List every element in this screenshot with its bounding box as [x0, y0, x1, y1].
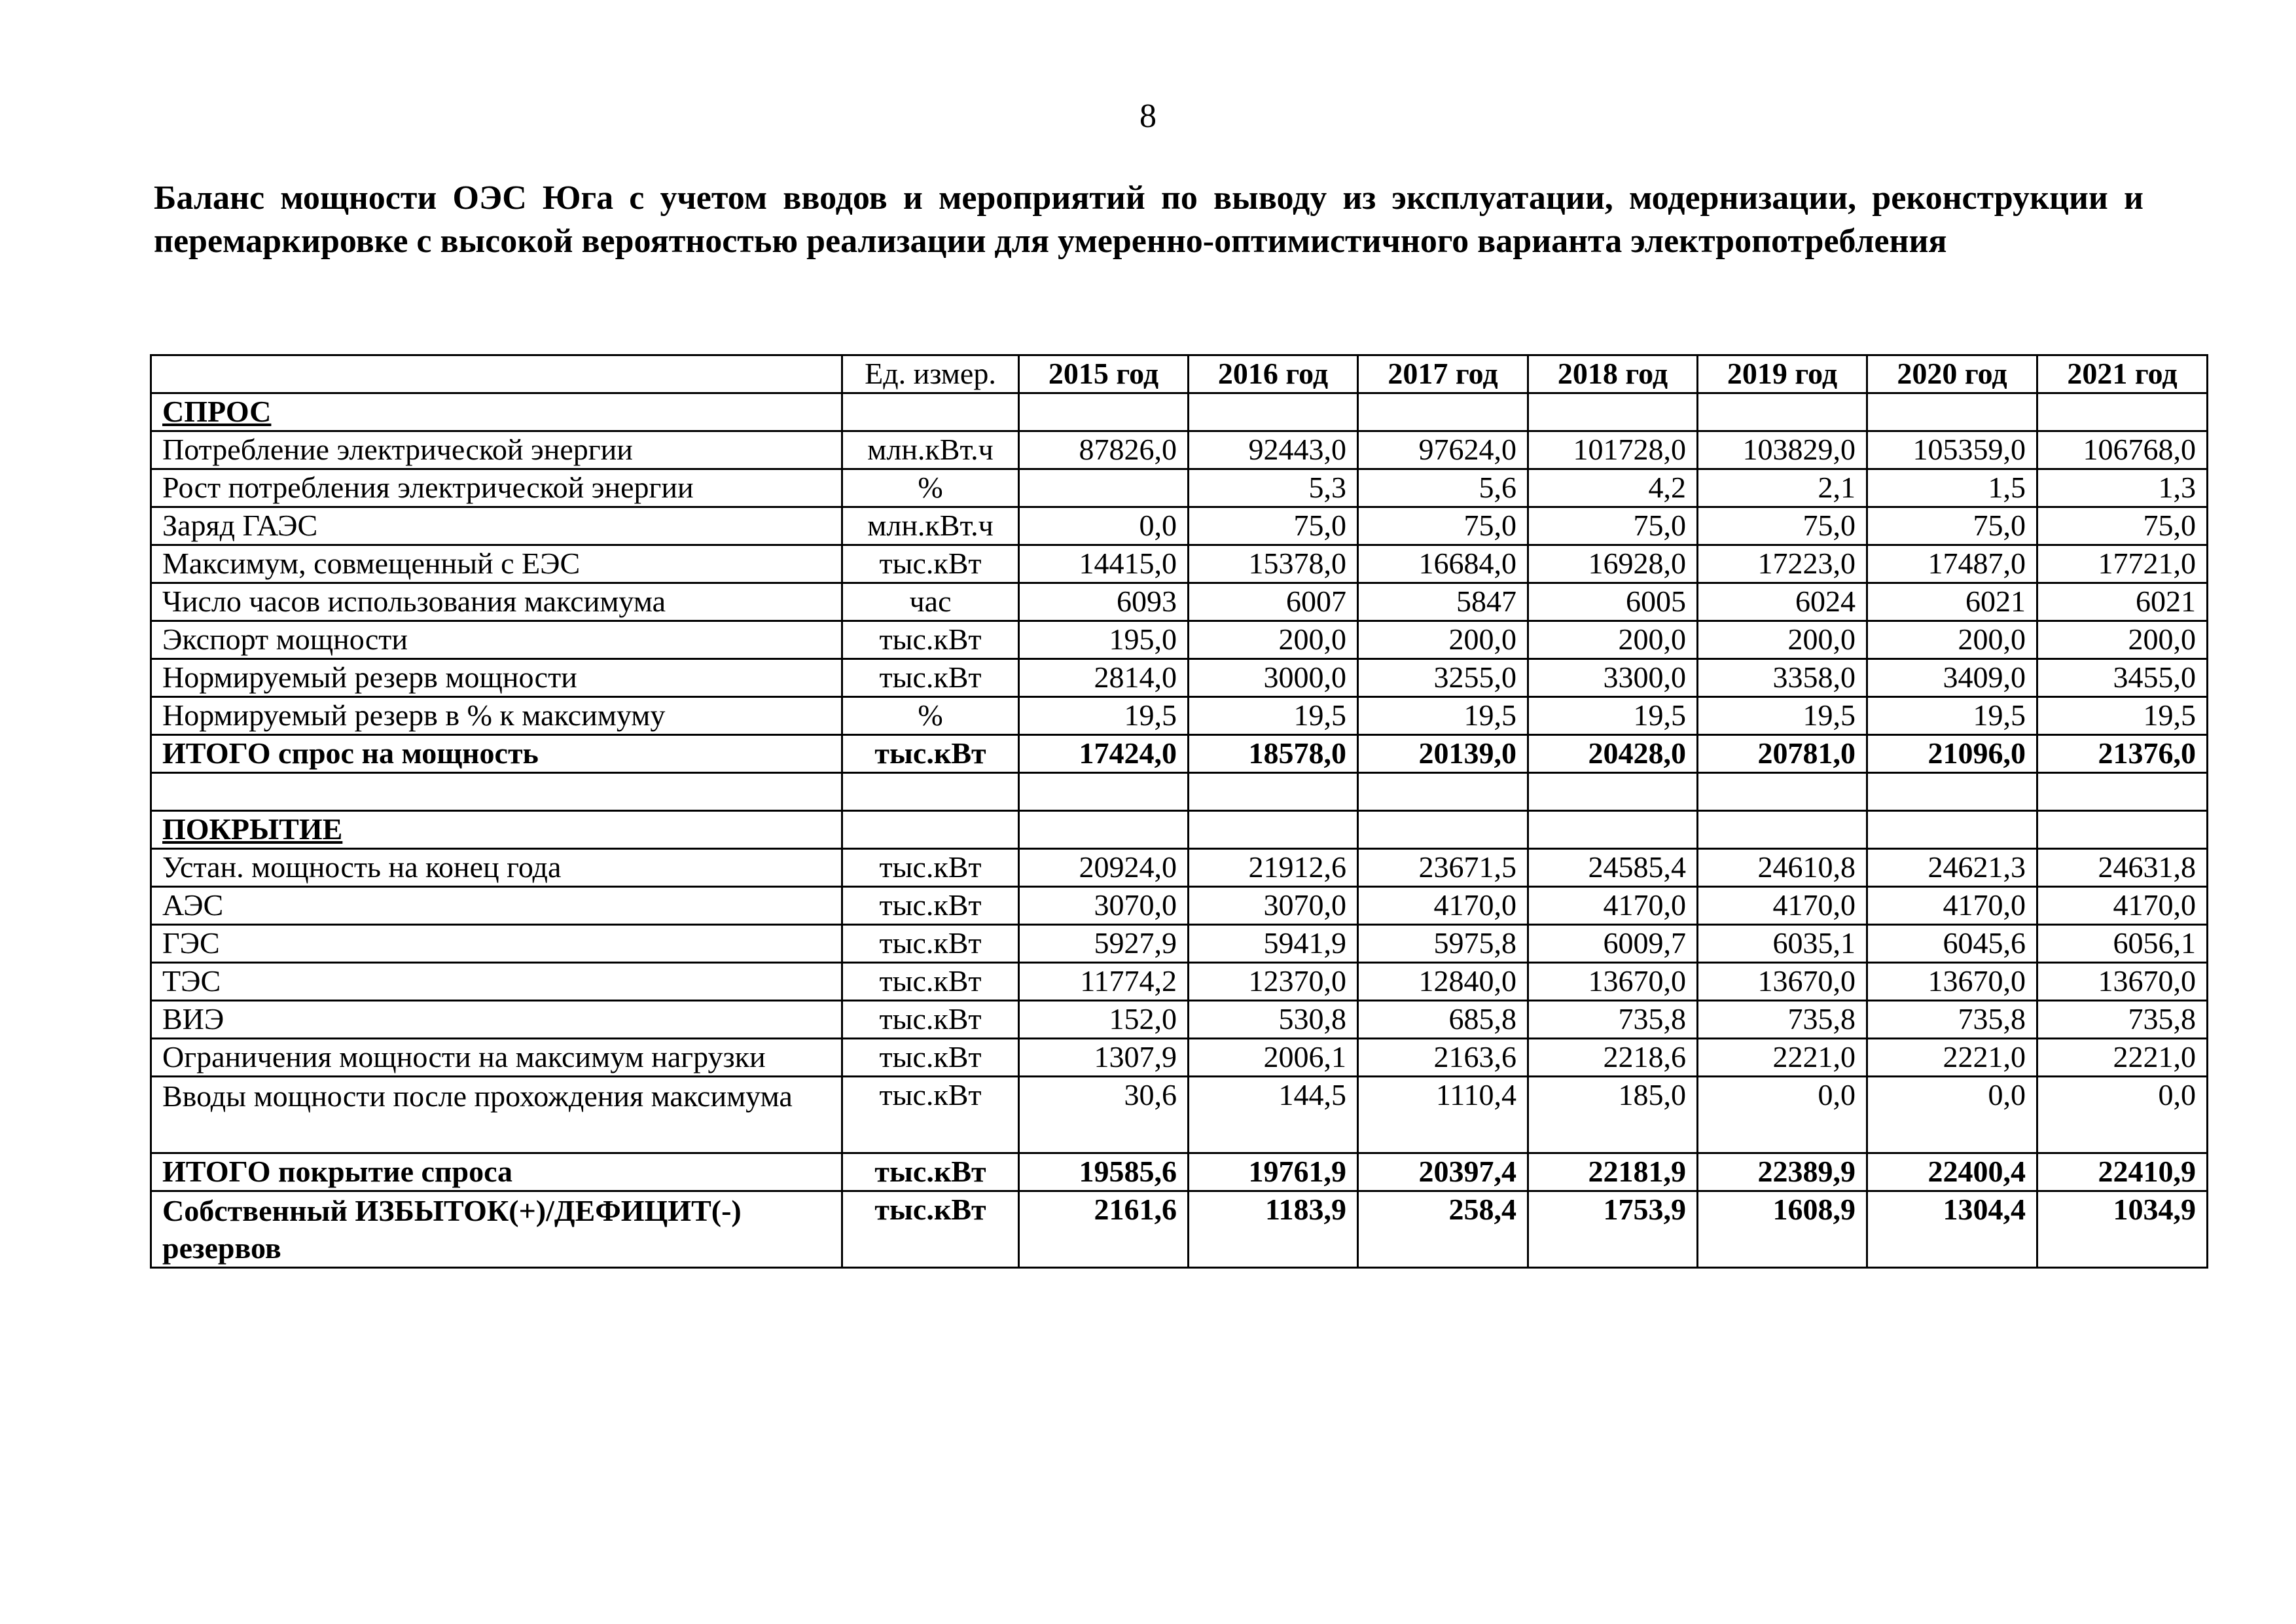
value-cell: 200,0: [1358, 621, 1528, 659]
value-cell: 13670,0: [1698, 963, 1867, 1001]
row-unit: тыс.кВт: [842, 1191, 1019, 1268]
value-cell: 5,3: [1189, 469, 1358, 507]
value-cell: 3000,0: [1189, 659, 1358, 697]
empty-cell: [1189, 393, 1358, 431]
value-cell: 18578,0: [1189, 735, 1358, 773]
value-cell: 200,0: [1698, 621, 1867, 659]
value-cell: 4170,0: [1867, 887, 2037, 925]
row-label: ИТОГО спрос на мощность: [151, 735, 842, 773]
value-cell: 6093: [1019, 583, 1189, 621]
row-unit: %: [842, 697, 1019, 735]
row-label: ВИЭ: [151, 1001, 842, 1039]
value-cell: 19,5: [1019, 697, 1189, 735]
value-cell: 6045,6: [1867, 925, 2037, 963]
value-cell: 2221,0: [2037, 1039, 2208, 1077]
value-cell: 3070,0: [1189, 887, 1358, 925]
power-balance-table: [150, 354, 2208, 1269]
value-cell: 75,0: [1358, 507, 1528, 545]
empty-cell: [842, 773, 1019, 811]
value-cell: 6007: [1189, 583, 1358, 621]
value-cell: 13670,0: [1528, 963, 1698, 1001]
value-cell: 0,0: [1867, 1077, 2037, 1153]
header-cell-year: 2018 год: [1528, 355, 1698, 393]
section-coverage: [151, 811, 2208, 849]
value-cell: 200,0: [1189, 621, 1358, 659]
table-row: [151, 1039, 2208, 1077]
row-unit: тыс.кВт: [842, 659, 1019, 697]
value-cell: 19,5: [2037, 697, 2208, 735]
empty-cell: [1867, 811, 2037, 849]
value-cell: 19,5: [1698, 697, 1867, 735]
value-cell: 13670,0: [2037, 963, 2208, 1001]
empty-cell: [1358, 773, 1528, 811]
value-cell: 530,8: [1189, 1001, 1358, 1039]
value-cell: 1183,9: [1189, 1191, 1358, 1268]
value-cell: 22181,9: [1528, 1153, 1698, 1191]
table-row: [151, 925, 2208, 963]
value-cell: 75,0: [1867, 507, 2037, 545]
value-cell: 0,0: [1698, 1077, 1867, 1153]
value-cell: 6056,1: [2037, 925, 2208, 963]
value-cell: 22410,9: [2037, 1153, 2208, 1191]
section-title: СПРОС: [151, 393, 842, 431]
empty-cell: [1358, 811, 1528, 849]
value-cell: 75,0: [1189, 507, 1358, 545]
row-label: Потребление электрической энергии: [151, 431, 842, 469]
value-cell: 152,0: [1019, 1001, 1189, 1039]
header-cell-year: 2020 год: [1867, 355, 2037, 393]
table-row: [151, 697, 2208, 735]
value-cell: 19585,6: [1019, 1153, 1189, 1191]
empty-cell: [1867, 393, 2037, 431]
value-cell: 1304,4: [1867, 1191, 2037, 1268]
row-unit: тыс.кВт: [842, 1001, 1019, 1039]
value-cell: 2814,0: [1019, 659, 1189, 697]
row-label: Ограничения мощности на максимум нагрузки: [151, 1039, 842, 1077]
value-cell: 4170,0: [2037, 887, 2208, 925]
value-cell: 24621,3: [1867, 849, 2037, 887]
value-cell: 6009,7: [1528, 925, 1698, 963]
empty-cell: [2037, 393, 2208, 431]
value-cell: 735,8: [2037, 1001, 2208, 1039]
table-row: [151, 621, 2208, 659]
section-demand: [151, 393, 2208, 431]
row-unit: тыс.кВт: [842, 887, 1019, 925]
value-cell: 200,0: [2037, 621, 2208, 659]
row-unit: %: [842, 469, 1019, 507]
value-cell: 5941,9: [1189, 925, 1358, 963]
empty-cell: [1698, 773, 1867, 811]
value-cell: 24610,8: [1698, 849, 1867, 887]
row-label: Число часов использования максимума: [151, 583, 842, 621]
value-cell: 4,2: [1528, 469, 1698, 507]
value-cell: 2221,0: [1698, 1039, 1867, 1077]
value-cell: 23671,5: [1358, 849, 1528, 887]
value-cell: 2163,6: [1358, 1039, 1528, 1077]
empty-cell: [1698, 393, 1867, 431]
value-cell: 105359,0: [1867, 431, 2037, 469]
value-cell: 4170,0: [1528, 887, 1698, 925]
value-cell: 3300,0: [1528, 659, 1698, 697]
value-cell: 5847: [1358, 583, 1528, 621]
header-cell-year: 2019 год: [1698, 355, 1867, 393]
value-cell: 16684,0: [1358, 545, 1528, 583]
value-cell: 3070,0: [1019, 887, 1189, 925]
value-cell: 6035,1: [1698, 925, 1867, 963]
row-label: Собственный ИЗБЫТОК(+)/ДЕФИЦИТ(-) резервов: [151, 1191, 842, 1268]
row-unit: тыс.кВт: [842, 1039, 1019, 1077]
value-cell: 2006,1: [1189, 1039, 1358, 1077]
row-unit: тыс.кВт: [842, 1077, 1019, 1153]
spacer-row: [151, 773, 2208, 811]
row-unit: час: [842, 583, 1019, 621]
empty-cell: [2037, 811, 2208, 849]
row-label: Нормируемый резерв мощности: [151, 659, 842, 697]
empty-cell: [1528, 811, 1698, 849]
value-cell: 21376,0: [2037, 735, 2208, 773]
table-row: [151, 583, 2208, 621]
page-number: 8: [1139, 98, 1157, 135]
value-cell: 20139,0: [1358, 735, 1528, 773]
row-unit: млн.кВт.ч: [842, 507, 1019, 545]
table-row: [151, 469, 2208, 507]
row-unit: тыс.кВт: [842, 963, 1019, 1001]
value-cell: [1019, 469, 1189, 507]
value-cell: 75,0: [1528, 507, 1698, 545]
empty-cell: [1528, 773, 1698, 811]
empty-cell: [1358, 393, 1528, 431]
header-cell-year: 2015 год: [1019, 355, 1189, 393]
value-cell: 1110,4: [1358, 1077, 1528, 1153]
value-cell: 20397,4: [1358, 1153, 1528, 1191]
empty-cell: [1698, 811, 1867, 849]
value-cell: 12370,0: [1189, 963, 1358, 1001]
value-cell: 735,8: [1528, 1001, 1698, 1039]
value-cell: 20428,0: [1528, 735, 1698, 773]
table-body: [151, 355, 2208, 1268]
value-cell: 16928,0: [1528, 545, 1698, 583]
value-cell: 17721,0: [2037, 545, 2208, 583]
value-cell: 2218,6: [1528, 1039, 1698, 1077]
row-label: ТЭС: [151, 963, 842, 1001]
value-cell: 14415,0: [1019, 545, 1189, 583]
value-cell: 200,0: [1867, 621, 2037, 659]
value-cell: 19,5: [1189, 697, 1358, 735]
table-row: [151, 887, 2208, 925]
value-cell: 6005: [1528, 583, 1698, 621]
empty-cell: [1019, 811, 1189, 849]
empty-cell: [151, 773, 842, 811]
value-cell: 5975,8: [1358, 925, 1528, 963]
value-cell: 30,6: [1019, 1077, 1189, 1153]
value-cell: 12840,0: [1358, 963, 1528, 1001]
demand-total-row: [151, 735, 2208, 773]
value-cell: 1753,9: [1528, 1191, 1698, 1268]
row-label: Вводы мощности после прохождения максимума: [151, 1077, 842, 1153]
value-cell: 75,0: [2037, 507, 2208, 545]
value-cell: 1034,9: [2037, 1191, 2208, 1268]
row-label: Заряд ГАЭС: [151, 507, 842, 545]
header-cell-label: [151, 355, 842, 393]
value-cell: 144,5: [1189, 1077, 1358, 1153]
value-cell: 75,0: [1698, 507, 1867, 545]
value-cell: 735,8: [1698, 1001, 1867, 1039]
value-cell: 21912,6: [1189, 849, 1358, 887]
header-cell-year: 2021 год: [2037, 355, 2208, 393]
value-cell: 87826,0: [1019, 431, 1189, 469]
value-cell: 685,8: [1358, 1001, 1528, 1039]
value-cell: 0,0: [2037, 1077, 2208, 1153]
row-label: Максимум, совмещенный с ЕЭС: [151, 545, 842, 583]
value-cell: 200,0: [1528, 621, 1698, 659]
row-label: ГЭС: [151, 925, 842, 963]
value-cell: 4170,0: [1358, 887, 1528, 925]
row-unit: тыс.кВт: [842, 849, 1019, 887]
header-cell-year: 2017 год: [1358, 355, 1528, 393]
value-cell: 101728,0: [1528, 431, 1698, 469]
value-cell: 3358,0: [1698, 659, 1867, 697]
value-cell: 19,5: [1867, 697, 2037, 735]
value-cell: 20924,0: [1019, 849, 1189, 887]
value-cell: 22400,4: [1867, 1153, 2037, 1191]
value-cell: 3455,0: [2037, 659, 2208, 697]
value-cell: 17487,0: [1867, 545, 2037, 583]
value-cell: 15378,0: [1189, 545, 1358, 583]
value-cell: 3409,0: [1867, 659, 2037, 697]
row-unit: тыс.кВт: [842, 545, 1019, 583]
value-cell: 185,0: [1528, 1077, 1698, 1153]
value-cell: 13670,0: [1867, 963, 2037, 1001]
value-cell: 2161,6: [1019, 1191, 1189, 1268]
coverage-total-row: [151, 1153, 2208, 1191]
value-cell: 6021: [2037, 583, 2208, 621]
table-row: [151, 1001, 2208, 1039]
empty-cell: [1189, 773, 1358, 811]
value-cell: 97624,0: [1358, 431, 1528, 469]
value-cell: 19,5: [1528, 697, 1698, 735]
empty-cell: [1019, 393, 1189, 431]
surplus-deficit-row: [151, 1191, 2208, 1268]
value-cell: 21096,0: [1867, 735, 2037, 773]
header-cell-unit: Ед. измер.: [842, 355, 1019, 393]
value-cell: 1307,9: [1019, 1039, 1189, 1077]
value-cell: 106768,0: [2037, 431, 2208, 469]
table-row: [151, 545, 2208, 583]
table-row: [151, 507, 2208, 545]
row-label: Нормируемый резерв в % к максимуму: [151, 697, 842, 735]
row-unit: млн.кВт.ч: [842, 431, 1019, 469]
value-cell: 735,8: [1867, 1001, 2037, 1039]
value-cell: 24585,4: [1528, 849, 1698, 887]
value-cell: 5927,9: [1019, 925, 1189, 963]
row-unit: тыс.кВт: [842, 621, 1019, 659]
row-label: Устан. мощность на конец года: [151, 849, 842, 887]
row-label: Рост потребления электрической энергии: [151, 469, 842, 507]
value-cell: 3255,0: [1358, 659, 1528, 697]
empty-cell: [1019, 773, 1189, 811]
empty-cell: [842, 811, 1019, 849]
empty-cell: [1189, 811, 1358, 849]
header-cell-year: 2016 год: [1189, 355, 1358, 393]
value-cell: 22389,9: [1698, 1153, 1867, 1191]
value-cell: 11774,2: [1019, 963, 1189, 1001]
value-cell: 20781,0: [1698, 735, 1867, 773]
value-cell: 1,3: [2037, 469, 2208, 507]
empty-cell: [1867, 773, 2037, 811]
table-row: [151, 963, 2208, 1001]
empty-cell: [842, 393, 1019, 431]
section-title: ПОКРЫТИЕ: [151, 811, 842, 849]
value-cell: 195,0: [1019, 621, 1189, 659]
value-cell: 19761,9: [1189, 1153, 1358, 1191]
value-cell: 1608,9: [1698, 1191, 1867, 1268]
table-row: [151, 1077, 2208, 1153]
document-title: Баланс мощности ОЭС Юга с учетом вводов и мероприятий по выводу из эксплуатации, модернизации, реконструкции и перемаркировке с высокой вероятностью реализации для умеренно-оптимистичного варианта электропотребления: [154, 179, 2144, 260]
value-cell: 17424,0: [1019, 735, 1189, 773]
table-header-row: [151, 355, 2208, 393]
value-cell: 103829,0: [1698, 431, 1867, 469]
value-cell: 17223,0: [1698, 545, 1867, 583]
table-row: [151, 431, 2208, 469]
row-label: ИТОГО покрытие спроса: [151, 1153, 842, 1191]
value-cell: 24631,8: [2037, 849, 2208, 887]
row-unit: тыс.кВт: [842, 735, 1019, 773]
empty-cell: [2037, 773, 2208, 811]
value-cell: 2221,0: [1867, 1039, 2037, 1077]
row-label: Экспорт мощности: [151, 621, 842, 659]
row-unit: тыс.кВт: [842, 925, 1019, 963]
empty-cell: [1528, 393, 1698, 431]
value-cell: 258,4: [1358, 1191, 1528, 1268]
value-cell: 6021: [1867, 583, 2037, 621]
value-cell: 19,5: [1358, 697, 1528, 735]
value-cell: 92443,0: [1189, 431, 1358, 469]
value-cell: 2,1: [1698, 469, 1867, 507]
value-cell: 5,6: [1358, 469, 1528, 507]
row-unit: тыс.кВт: [842, 1153, 1019, 1191]
table-row: [151, 659, 2208, 697]
value-cell: 4170,0: [1698, 887, 1867, 925]
value-cell: 6024: [1698, 583, 1867, 621]
value-cell: 0,0: [1019, 507, 1189, 545]
table-row: [151, 849, 2208, 887]
row-label: АЭС: [151, 887, 842, 925]
value-cell: 1,5: [1867, 469, 2037, 507]
